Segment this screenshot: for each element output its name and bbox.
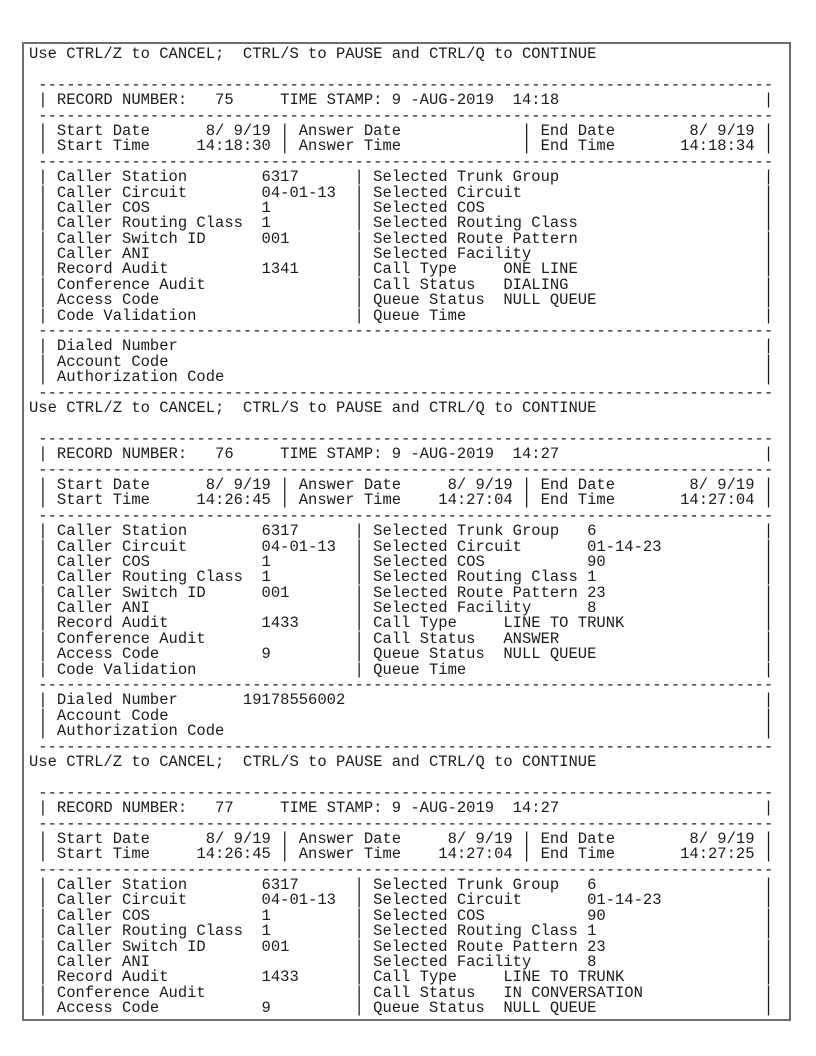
record-detail-line: | Caller ANI | Selected Facility 8 | xyxy=(29,953,774,972)
record-dates-line: | Start Date 8/ 9/19 | Answer Date 8/ 9/19 | End Date 8/ 9/19 | xyxy=(29,475,774,494)
separator-line: ------------------------------------------------------------------------------- xyxy=(29,106,774,125)
record-times-line: | Start Time 14:26:45 | Answer Time 14:27:04 | End Time 14:27:04 | xyxy=(29,491,774,510)
separator-line: ------------------------------------------------------------------------------- xyxy=(29,152,774,171)
record-detail-line: | Code Validation | Queue Time | xyxy=(29,306,774,325)
record-detail-line: | Conference Audit | Call Status IN CONVERSATION | xyxy=(29,983,774,1002)
record-detail-line: | Access Code 9 | Queue Status NULL QUEUE | xyxy=(29,999,774,1018)
record-dates-line: | Start Date 8/ 9/19 | Answer Date 8/ 9/19 | End Date 8/ 9/19 | xyxy=(29,829,774,848)
cdr-record-block xyxy=(29,752,789,1018)
separator-line: ------------------------------------------------------------------------------- xyxy=(29,506,774,525)
record-detail-line: | Caller Switch ID 001 | Selected Route Pattern 23 | xyxy=(29,937,774,956)
record-detail-line: | Caller Station 6317 | Selected Trunk Group | xyxy=(29,168,774,187)
cdr-record-block xyxy=(29,398,789,756)
record-detail-line: | Caller COS 1 | Selected COS | xyxy=(29,198,774,217)
record-header-line: | RECORD NUMBER: 76 TIME STAMP: 9 -AUG-2019 14:27 | xyxy=(29,445,774,464)
record-detail-line: | Conference Audit | Call Status ANSWER | xyxy=(29,629,774,648)
separator-line: ------------------------------------------------------------------------------- xyxy=(29,429,774,448)
record-header-line: | RECORD NUMBER: 75 TIME STAMP: 9 -AUG-2019 14:18 | xyxy=(29,91,774,110)
record-detail-line: | Caller Station 6317 | Selected Trunk Group 6 | xyxy=(29,876,774,895)
separator-line: ------------------------------------------------------------------------------- xyxy=(29,75,774,94)
record-detail-line: | Access Code 9 | Queue Status NULL QUEUE | xyxy=(29,645,774,664)
record-detail-line: | Caller COS 1 | Selected COS 90 | xyxy=(29,552,774,571)
separator-line: ------------------------------------------------------------------------------- xyxy=(29,737,774,756)
prompt-line: Use CTRL/Z to CANCEL; CTRL/S to PAUSE and CTRL/Q to CONTINUE xyxy=(29,752,597,771)
separator-line: ------------------------------------------------------------------------------- xyxy=(29,322,774,341)
separator-line: ------------------------------------------------------------------------------- xyxy=(29,860,774,879)
cdr-record-block xyxy=(29,47,789,401)
record-detail-line: | Caller Routing Class 1 | Selected Routing Class | xyxy=(29,214,774,233)
record-detail-line: | Caller Circuit 04-01-13 | Selected Circuit 01-14-23 | xyxy=(29,537,774,556)
record-detail-line: | Caller Switch ID 001 | Selected Route Pattern 23 | xyxy=(29,583,774,602)
record-detail-line: | Record Audit 1433 | Call Type LINE TO TRUNK | xyxy=(29,968,774,987)
record-detail-line: | Authorization Code | xyxy=(29,722,774,741)
separator-line: ------------------------------------------------------------------------------- xyxy=(29,383,774,402)
record-detail-line: | Record Audit 1433 | Call Type LINE TO TRUNK | xyxy=(29,614,774,633)
separator-line: ------------------------------------------------------------------------------- xyxy=(29,814,774,833)
prompt-line: Use CTRL/Z to CANCEL; CTRL/S to PAUSE and CTRL/Q to CONTINUE xyxy=(29,45,597,63)
prompt-line: Use CTRL/Z to CANCEL; CTRL/S to PAUSE and CTRL/Q to CONTINUE xyxy=(29,398,597,417)
record-detail-line: | Dialed Number 19178556002 | xyxy=(29,691,774,710)
record-detail-line: | Caller Circuit 04-01-13 | Selected Circuit 01-14-23 | xyxy=(29,891,774,910)
record-detail-line: | Record Audit 1341 | Call Type ONE LINE | xyxy=(29,260,774,279)
record-header-line: | RECORD NUMBER: 77 TIME STAMP: 9 -AUG-2019 14:27 | xyxy=(29,799,774,818)
record-detail-line: | Caller Station 6317 | Selected Trunk Group 6 | xyxy=(29,522,774,541)
record-detail-line: | Authorization Code | xyxy=(29,368,774,387)
record-detail-line: | Dialed Number | xyxy=(29,337,774,356)
record-detail-line: | Caller ANI | Selected Facility 8 | xyxy=(29,599,774,618)
record-detail-line: | Caller Routing Class 1 | Selected Routing Class 1 | xyxy=(29,568,774,587)
cdr-printout-page xyxy=(22,42,791,1021)
separator-line: ------------------------------------------------------------------------------- xyxy=(29,676,774,695)
record-detail-line: | Code Validation | Queue Time | xyxy=(29,660,774,679)
record-detail-line: | Account Code | xyxy=(29,706,774,725)
record-detail-line: | Conference Audit | Call Status DIALING | xyxy=(29,275,774,294)
separator-line: ------------------------------------------------------------------------------- xyxy=(29,460,774,479)
record-detail-line: | Caller Circuit 04-01-13 | Selected Circuit | xyxy=(29,183,774,202)
record-dates-line: | Start Date 8/ 9/19 | Answer Date | End Date 8/ 9/19 | xyxy=(29,121,774,140)
record-detail-line: | Caller ANI | Selected Facility | xyxy=(29,245,774,264)
record-detail-line: | Account Code | xyxy=(29,352,774,371)
record-detail-line: | Caller COS 1 | Selected COS 90 | xyxy=(29,906,774,925)
record-times-line: | Start Time 14:26:45 | Answer Time 14:27:04 | End Time 14:27:25 | xyxy=(29,845,774,864)
record-times-line: | Start Time 14:18:30 | Answer Time | End Time 14:18:34 | xyxy=(29,137,774,156)
record-detail-line: | Caller Routing Class 1 | Selected Routing Class 1 | xyxy=(29,922,774,941)
separator-line: ------------------------------------------------------------------------------- xyxy=(29,783,774,802)
record-detail-line: | Access Code | Queue Status NULL QUEUE | xyxy=(29,291,774,310)
record-detail-line: | Caller Switch ID 001 | Selected Route Pattern | xyxy=(29,229,774,248)
